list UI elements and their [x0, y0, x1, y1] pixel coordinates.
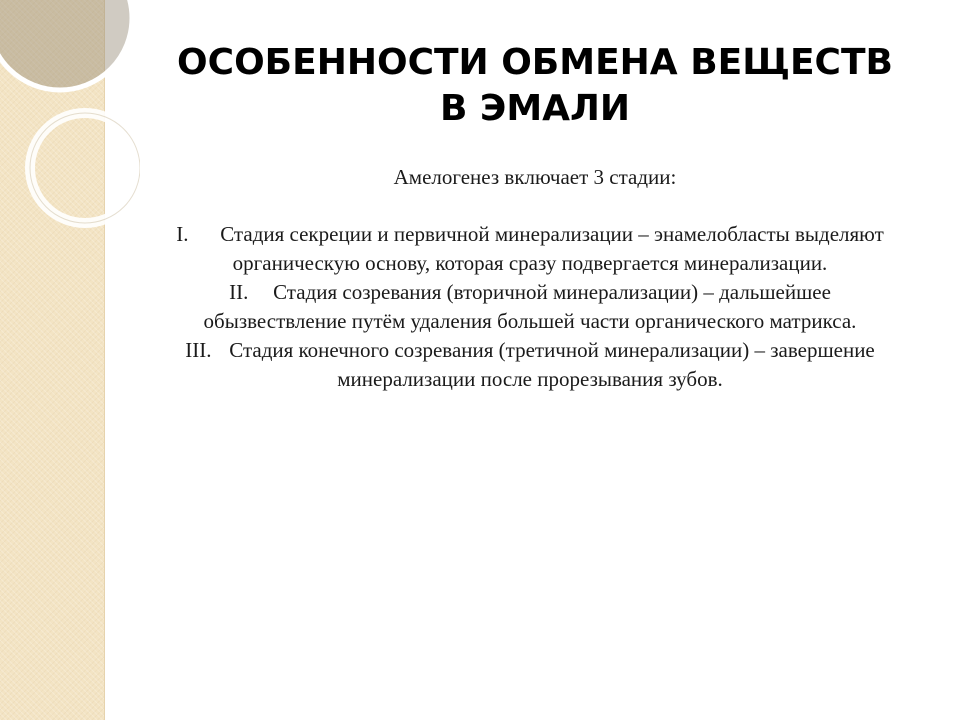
decorative-circles — [0, 0, 140, 260]
intro-text: Амелогенез включает 3 стадии: — [393, 165, 677, 189]
slide-title — [130, 40, 940, 132]
stage-numeral: III. — [185, 338, 212, 362]
stage-numeral: II. — [229, 280, 249, 304]
small-ring-decoration — [30, 113, 140, 223]
stage-item — [160, 220, 900, 278]
title-line-1: ОСОБЕННОСТИ ОБМЕНА ВЕЩЕСТВ — [177, 42, 893, 83]
stage-numeral: I. — [176, 222, 189, 246]
stage-text: Стадия конечного созревания (третичной минерализации) – завершение минерализации после прорезывания зубов. — [229, 338, 875, 391]
stage-text: Стадия созревания (вторичной минерализации) – дальшейшее обызвествление путём удаления большей части органического матрикса. — [203, 280, 857, 333]
title-line-2: В ЭМАЛИ — [439, 88, 631, 129]
stage-item — [160, 336, 900, 394]
stage-text: Стадия секреции и первичной минерализации – энамелобласты выделяют органическую основу, которая сразу подвергается минерализации. — [220, 222, 884, 275]
stage-item — [160, 278, 900, 336]
stages-list — [160, 220, 900, 394]
large-ring-decoration — [0, 0, 132, 90]
